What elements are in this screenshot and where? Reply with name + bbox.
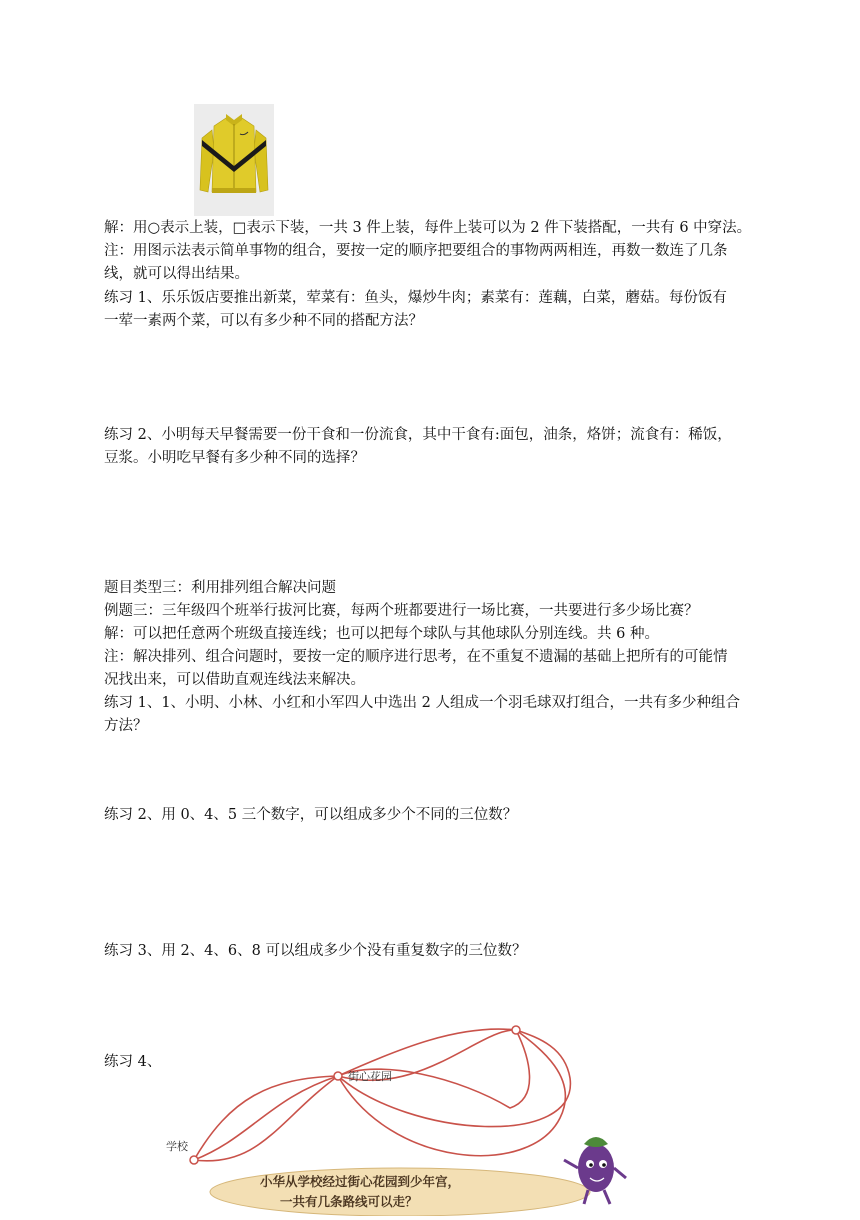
sign-line-2: 一共有几条路线可以走？: [280, 1194, 418, 1209]
yellow-jacket-icon: [194, 104, 274, 216]
practice-3-text: 练习 3、用 2、4、6、8 可以组成多少个没有重复数字的三位数？: [104, 943, 527, 959]
route-map-illustration: [160, 1018, 640, 1216]
example-3-text: 例题三：三年级四个班举行拔河比赛，每两个班都要进行一场比赛，一共要进行多少场比赛？: [104, 603, 699, 619]
note-text-cont: 线，就可以得出结果。: [104, 266, 249, 282]
practice-1-text-cont: 方法？: [104, 718, 148, 734]
example-3-note: 注：解决排列、组合问题时，要按一定的顺序进行思考，在不重复不遗漏的基础上把所有的可能情: [104, 649, 728, 665]
garden-label: 街心花园: [348, 1070, 392, 1083]
school-label: 学校: [166, 1140, 188, 1153]
garden-node: [334, 1072, 342, 1080]
solution-text: 解：用○表示上装，□表示下装，一共 3 件上装，每件上装可以为 2 件下装搭配，一共有 6 中穿法。: [104, 220, 752, 236]
sign-line-1: 小华从学校经过街心花园到少年宫，: [260, 1174, 461, 1189]
exercise-1-text-cont: 一荤一素两个菜，可以有多少种不同的搭配方法？: [104, 313, 423, 329]
route-map-figure: [160, 1018, 640, 1216]
example-3-note-cont: 况找出来，可以借助直观连线法来解决。: [104, 672, 365, 688]
exercise-2-text-cont: 豆浆。小明吃早餐有多少种不同的选择？: [104, 450, 365, 466]
note-text: 注：用图示法表示简单事物的组合，要按一定的顺序把要组合的事物两两相连，再数一数连了几条: [104, 243, 728, 259]
section-heading: 题目类型三：利用排列组合解决问题: [104, 580, 336, 596]
practice-4-label: 练习 4、: [104, 1054, 162, 1070]
practice-1-text: 练习 1、1、小明、小林、小红和小军四人中选出 2 人组成一个羽毛球双打组合，一共有多少种组合: [104, 695, 740, 711]
exercise-2-text: 练习 2、小明每天早餐需要一份干食和一份流食，其中干食有:面包，油条，烙饼；流食有：稀饭，: [104, 427, 732, 443]
school-node: [190, 1156, 198, 1164]
exercise-1-text: 练习 1、乐乐饭店要推出新菜，荤菜有：鱼头，爆炒牛肉；素菜有：莲藕，白菜，蘑菇。每份饭有: [104, 290, 727, 306]
practice-2-text: 练习 2、用 0、4、5 三个数字，可以组成多少个不同的三位数？: [104, 807, 518, 823]
jacket-image: [194, 104, 274, 216]
palace-node: [512, 1026, 520, 1034]
example-3-solution: 解：可以把任意两个班级直接连线；也可以把每个球队与其他球队分别连线。共 6 种。: [104, 626, 659, 642]
